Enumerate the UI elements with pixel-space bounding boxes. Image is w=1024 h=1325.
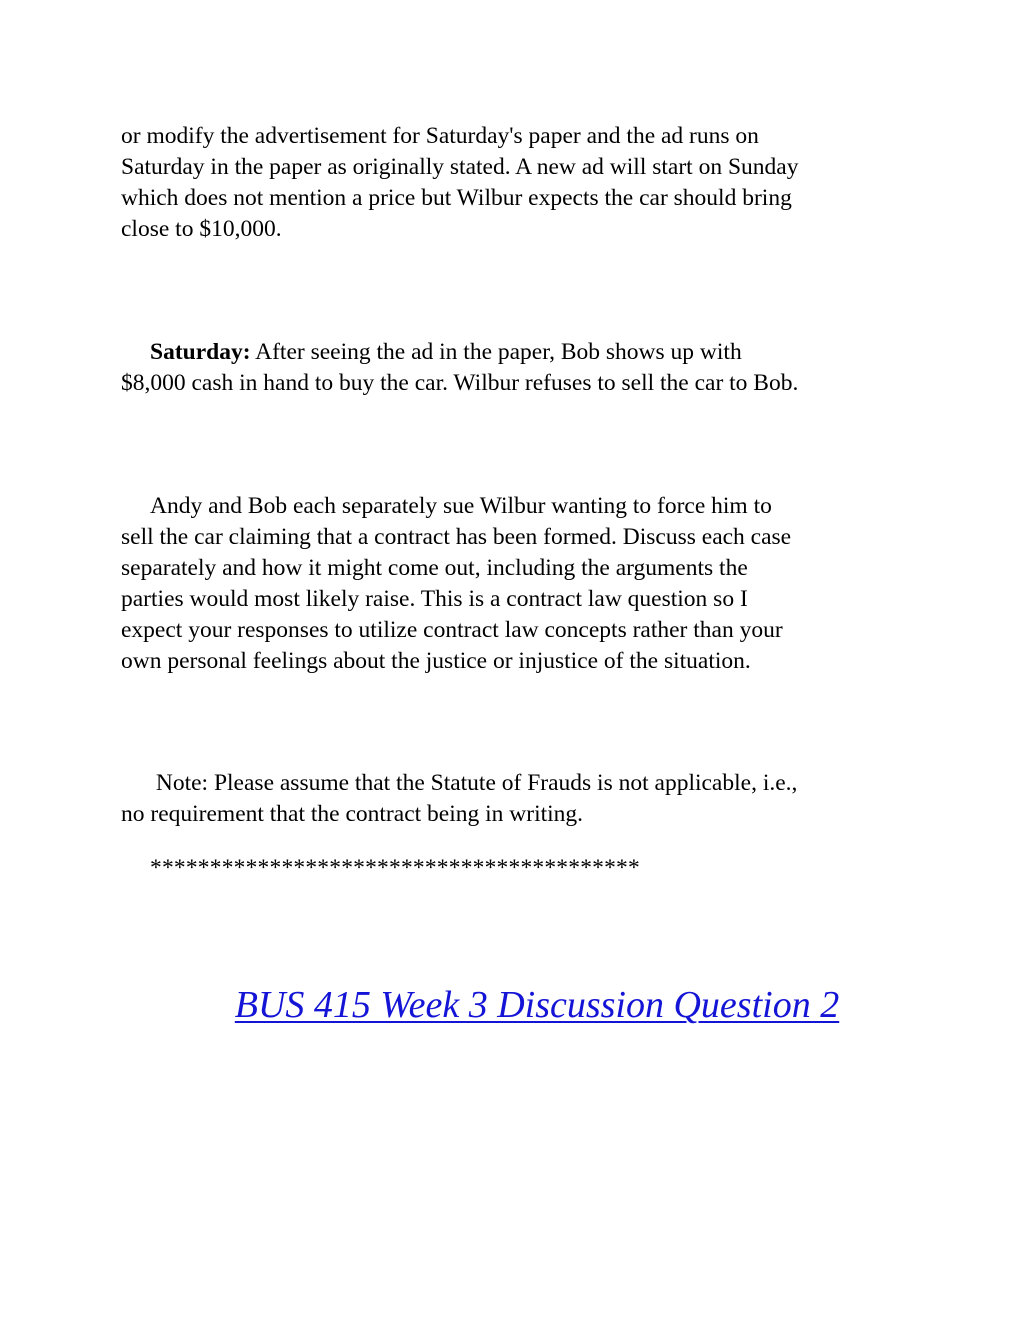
paragraph-line: own personal feelings about the justice or injustice of the situation.: [121, 648, 751, 674]
paragraph-line: Andy and Bob each separately sue Wilbur wanting to force him to: [150, 493, 772, 519]
saturday-label: Saturday:: [150, 339, 251, 365]
paragraph-line: which does not mention a price but Wilbur expects the car should bring: [121, 185, 792, 211]
paragraph-saturday: [121, 337, 911, 399]
paragraph-discussion: [121, 491, 911, 677]
discussion-question-link[interactable]: BUS 415 Week 3 Discussion Question 2: [234, 984, 840, 1026]
paragraph-line: After seeing the ad in the paper, Bob shows up with: [250, 339, 742, 365]
paragraph-line: Note: Please assume that the Statute of Frauds is not applicable, i.e.,: [150, 770, 798, 796]
paragraph-line: expect your responses to utilize contract law concepts rather than your: [121, 617, 783, 643]
paragraph-line: Saturday in the paper as originally stated. A new ad will start on Sunday: [121, 154, 799, 180]
paragraph-advertisement: [121, 121, 911, 245]
paragraph-line: sell the car claiming that a contract has been formed. Discuss each case: [121, 524, 792, 550]
link-container: [0, 980, 1024, 1030]
paragraph-line: close to $10,000.: [121, 216, 282, 242]
paragraph-line: separately and how it might come out, including the arguments the: [121, 555, 748, 581]
paragraph-line: parties would most likely raise. This is a contract law question so I: [121, 586, 748, 612]
asterisk-separator: *****************************************: [150, 855, 640, 881]
paragraph-line: $8,000 cash in hand to buy the car. Wilbur refuses to sell the car to Bob.: [121, 370, 799, 396]
paragraph-line: or modify the advertisement for Saturday's paper and the ad runs on: [121, 123, 759, 149]
paragraph-line: no requirement that the contract being in writing.: [121, 801, 584, 827]
paragraph-note: [121, 768, 911, 830]
